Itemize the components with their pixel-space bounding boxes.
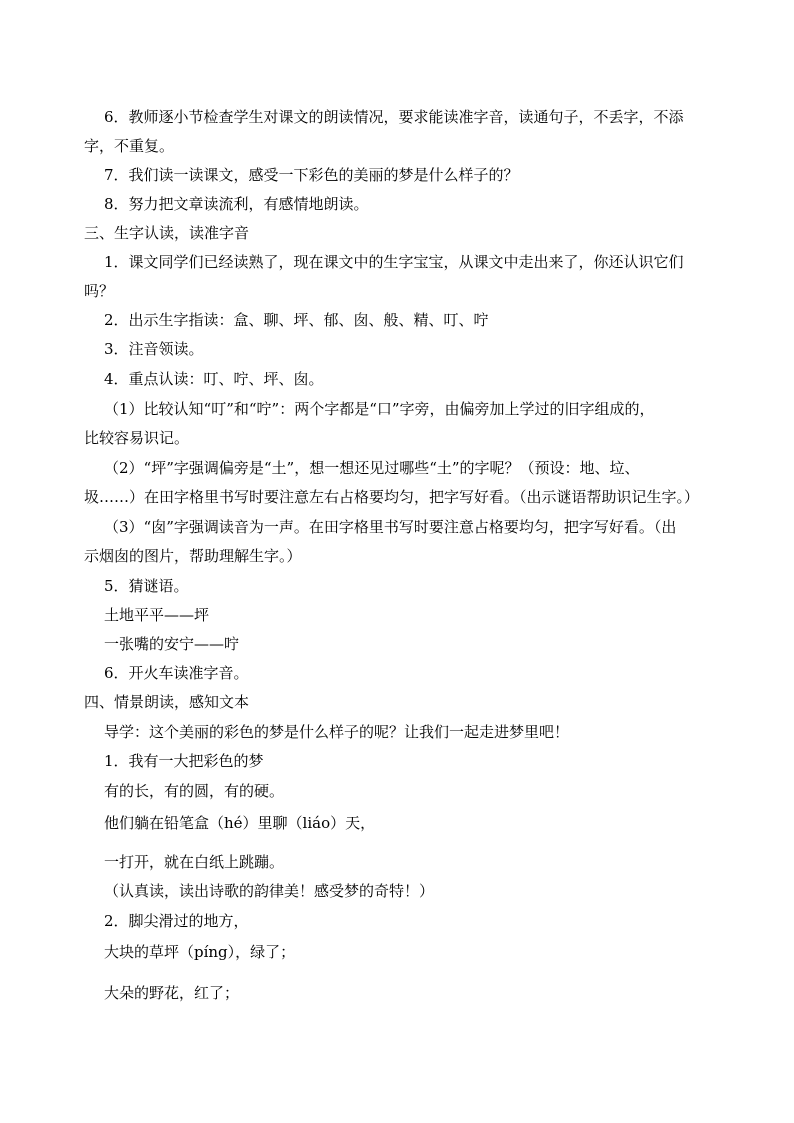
text-line: 4．重点认读：叮、咛、坪、囱。 — [104, 370, 324, 388]
text-line: 一打开，就在白纸上跳蹦。 — [104, 853, 285, 871]
text-line: 示烟囱的图片，帮助理解生字。） — [84, 547, 302, 565]
text-line: 大块的草坪（píng），绿了； — [104, 943, 296, 961]
text-line: 圾……）在田字格里书写时要注意左右占格要均匀，把字写好看。（出示谜语帮助识记生字。） — [84, 488, 700, 506]
text-line: 导学：这个美丽的彩色的梦是什么样子的呢？让我们一起走进梦里吧！ — [104, 723, 570, 741]
text-line: （2）“坪”字强调偏旁是“土”，想一想还见过哪些“土”的字呢？（预设：地、垃、 — [104, 459, 640, 477]
text-line: 6．教师逐小节检查学生对课文的朗读情况，要求能读准字音，读通句子，不丢字，不添 — [104, 108, 684, 126]
text-line: 8．努力把文章读流利，有感情地朗读。 — [104, 195, 369, 213]
text-line: （3）“囱”字强调读音为一声。在田字格里书写时要注意占格要均匀，把字写好看。（出 — [104, 518, 677, 536]
text-line: 2．脚尖滑过的地方， — [104, 912, 249, 930]
text-line: 3．注音领读。 — [104, 340, 204, 358]
text-line: 他们躺在铅笔盒（hé）里聊（liáo）天， — [104, 814, 376, 832]
text-line: 7．我们读一读课文，感受一下彩色的美丽的梦是什么样子的？ — [104, 166, 519, 184]
text-line: 字，不重复。 — [84, 137, 175, 155]
text-line: 大朵的野花，红了； — [104, 984, 240, 1002]
text-line: 1．我有一大把彩色的梦 — [104, 752, 264, 770]
section-heading: 四、情景朗读，感知文本 — [84, 693, 250, 711]
text-line: 2．出示生字指读：盒、聊、坪、郁、囱、般、精、叮、咛 — [104, 311, 489, 329]
text-line: 1．课文同学们已经读熟了，现在课文中的生字宝宝，从课文中走出来了，你还认识它们 — [104, 253, 684, 271]
text-line: 6．开火车读准字音。 — [104, 664, 249, 682]
text-line: （认真读，读出诗歌的韵律美！感受梦的奇特！） — [104, 882, 435, 900]
text-line: 吗？ — [84, 282, 115, 300]
text-line: 一张嘴的安宁——咛 — [104, 635, 240, 653]
section-heading: 三、生字认读，读准字音 — [84, 224, 250, 242]
text-line: 有的长，有的圆，有的硬。 — [104, 782, 285, 800]
text-line: 比较容易识记。 — [84, 429, 190, 447]
text-line: （1）比较认知“叮”和“咛”：两个字都是“口”字旁，由偏旁加上学过的旧字组成的， — [104, 400, 655, 418]
text-line: 5．猜谜语。 — [104, 577, 189, 595]
text-line: 土地平平——坪 — [104, 606, 210, 624]
